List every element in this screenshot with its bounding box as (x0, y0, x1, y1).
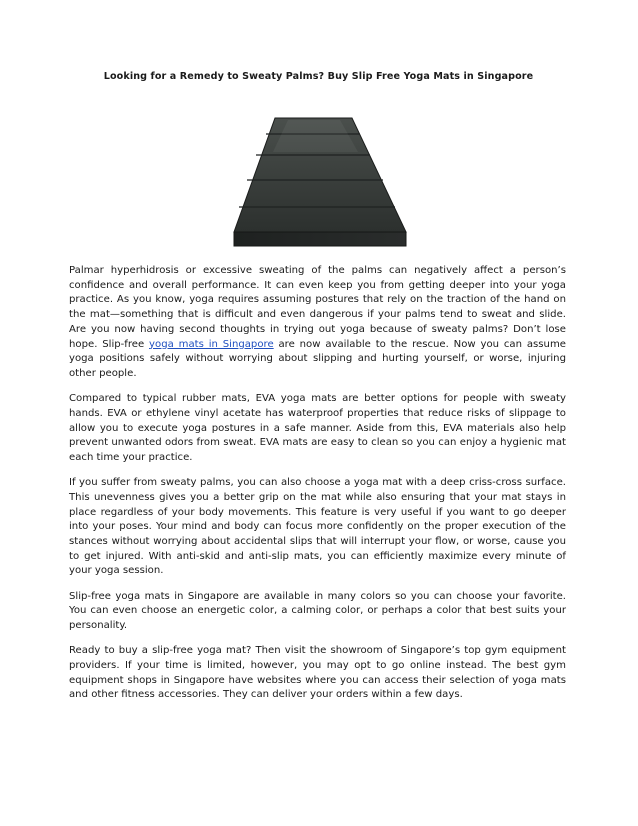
document-title: Looking for a Remedy to Sweaty Palms? Buy Slip Free Yoga Mats in Singapore (103, 71, 534, 82)
paragraph-5: Ready to buy a slip-free yoga mat? Then visit the showroom of Singapore’s top gym equipment providers. If your time is limited, however, you may opt to go online instead. The best gym equipment shops in Singapore have websites where you can access their selection of yoga mats and other fitness accessories. They can deliver your orders within a few days. (69, 645, 566, 701)
paragraph-1 (69, 264, 566, 382)
yoga-mat-image (228, 112, 408, 250)
paragraph-1-text-start: Palmar hyperhidrosis or excessive sweating of the palms can negatively affect a person’s confidence and overall performance. It can even keep you from getting deeper into your yoga practice. As you know, yoga requires assuming postures that rely on the traction of the hand on the mat—something that is difficult and even dangerous if your palms tend to sweat and slide. Are you now having second thoughts in trying out yoga because of sweaty palms? Don’t lose hope. Slip-free (69, 265, 566, 350)
paragraph-2: Compared to typical rubber mats, EVA yoga mats are better options for people with sweaty hands. EVA or ethylene vinyl acetate has waterproof properties that reduce risks of slippage to allow you to execute yoga postures in a safe manner. Aside from this, EVA materials also help prevent unwanted odors from sweat. EVA mats are easy to clean so you can enjoy a hygienic mat each time your practice. (69, 393, 566, 463)
paragraph-3: If you suffer from sweaty palms, you can also choose a yoga mat with a deep criss-cross surface. This unevenness gives you a better grip on the mat while also ensuring that your mat stays in place regardless of your body movements. This feature is very useful if you want to go deeper into your poses. Your mind and body can focus more confidently on the proper execution of the stances without worrying about accidental slips that will interrupt your flow, or worse, cause you to get injured. With anti-skid and anti-slip mats, you can efficiently maximize every minute of your yoga session. (69, 477, 566, 577)
paragraph-1-text-end: are now available to the rescue. Now you can assume yoga positions safely without worrying about slipping and hurting yourself, or worse, injuring other people. (69, 338, 566, 379)
paragraph-4: Slip-free yoga mats in Singapore are available in many colors so you can choose your favorite. You can even choose an energetic color, a calming color, or perhaps a color that best suits your personality. (69, 590, 566, 631)
yoga-mats-link[interactable]: yoga mats in Singapore (149, 338, 274, 350)
article-body (69, 264, 566, 713)
